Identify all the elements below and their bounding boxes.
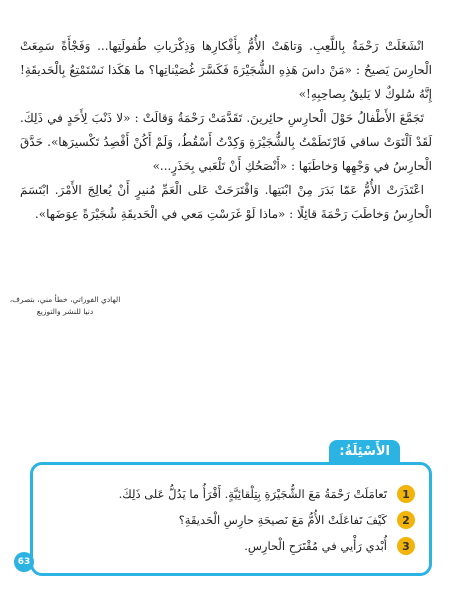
question-text: كَيْفَ تَفاعَلَتْ الأُمُّ مَعَ نَصيحَةِ حارِسِ الْحَديقَةِ؟ — [178, 513, 387, 527]
page-number-badge: 63 — [14, 552, 34, 572]
questions-title: الأَسْئِلَةُ: — [329, 440, 400, 463]
question-item — [55, 533, 415, 559]
question-text: تَعامَلَتْ رَحْمَةُ مَعَ الشُّجَيْرَةِ بِتِلْقائِيَّةٍ. أَقْرَأُ ما يَدُلُّ عَلى ذَلِكَ. — [118, 487, 387, 501]
story-paragraph: انْشَغَلَتْ رَحْمَةُ بِاللَّعِبِ. وَتاهَتْ الأُمُّ بِأَفْكارِها وَذِكْرَياتِ طُفولَتِها... وَفَجْأَةً سَمِعَتْ الْحارِسَ يَصيحُ : «مَنْ داسَ هَذِهِ الشُّجَيْرَةَ فَكَسَّرَ غُصَيْناتِها؟ ما هَكَذا نَسْتَمْتِعُ بِالْحَديقَةِ! إِنَّهُ سُلوكٌ لا يَليقُ بِصاحِبِهِ!» — [20, 39, 432, 101]
question-item — [55, 507, 415, 533]
question-number-badge: 2 — [397, 511, 415, 529]
question-number-badge: 1 — [397, 485, 415, 503]
story-paragraph: تَجَمَّعَ الأَطْفالُ حَوْلَ الْحارِسِ حائِرينَ. تَقَدَّمَتْ رَحْمَةُ وَقالَتْ : «لا ذَنْبَ لِأَحَدٍ في ذَلِكَ. لَقَدْ اَلْتَوَتْ ساقي فَارْتَطَمْتُ بِالشُّجَيْرَةِ وَكِدْتُ أَسْقُطُ، وَلَمْ أَكُنْ أَقْصِدُ تَكْسيرَها». حَدَّقَ الْحارِسُ في وَجْهِها وَخاطَبَها : «أَنْصَحُكِ أَنْ تَلْعَبي بِحَذَرٍ...» — [20, 111, 432, 173]
question-item — [55, 481, 415, 507]
story-text — [20, 34, 432, 226]
questions-list — [55, 481, 415, 559]
story-paragraph: اعْتَذَرَتْ الأُمُّ عَمّا بَدَرَ مِنْ ابْنَتِها. وَاقْتَرَحَتْ عَلى الْعَمِّ مُنيرٍ أَنْ يُعالِجَ الأَمْرَ. ابْتَسَمَ الْحارِسُ وَخاطَبَ رَحْمَةَ قائِلًا : «ماذا لَوْ غَرَسْتِ مَعي في الْحَديقَةِ شُجَيْرَةً عِوَضَها». — [20, 183, 432, 221]
question-text: أُبْدي رَأْيي في مُقْتَرَحِ الْحارِسِ. — [244, 539, 387, 553]
source-author: الهادي الفوراتي، خطأ مني، بتصرف، — [9, 295, 121, 304]
source-citation — [0, 294, 150, 318]
questions-box — [30, 462, 432, 576]
source-publisher: دنيا للنشر والتوزيع — [36, 307, 94, 316]
question-number-badge: 3 — [397, 537, 415, 555]
